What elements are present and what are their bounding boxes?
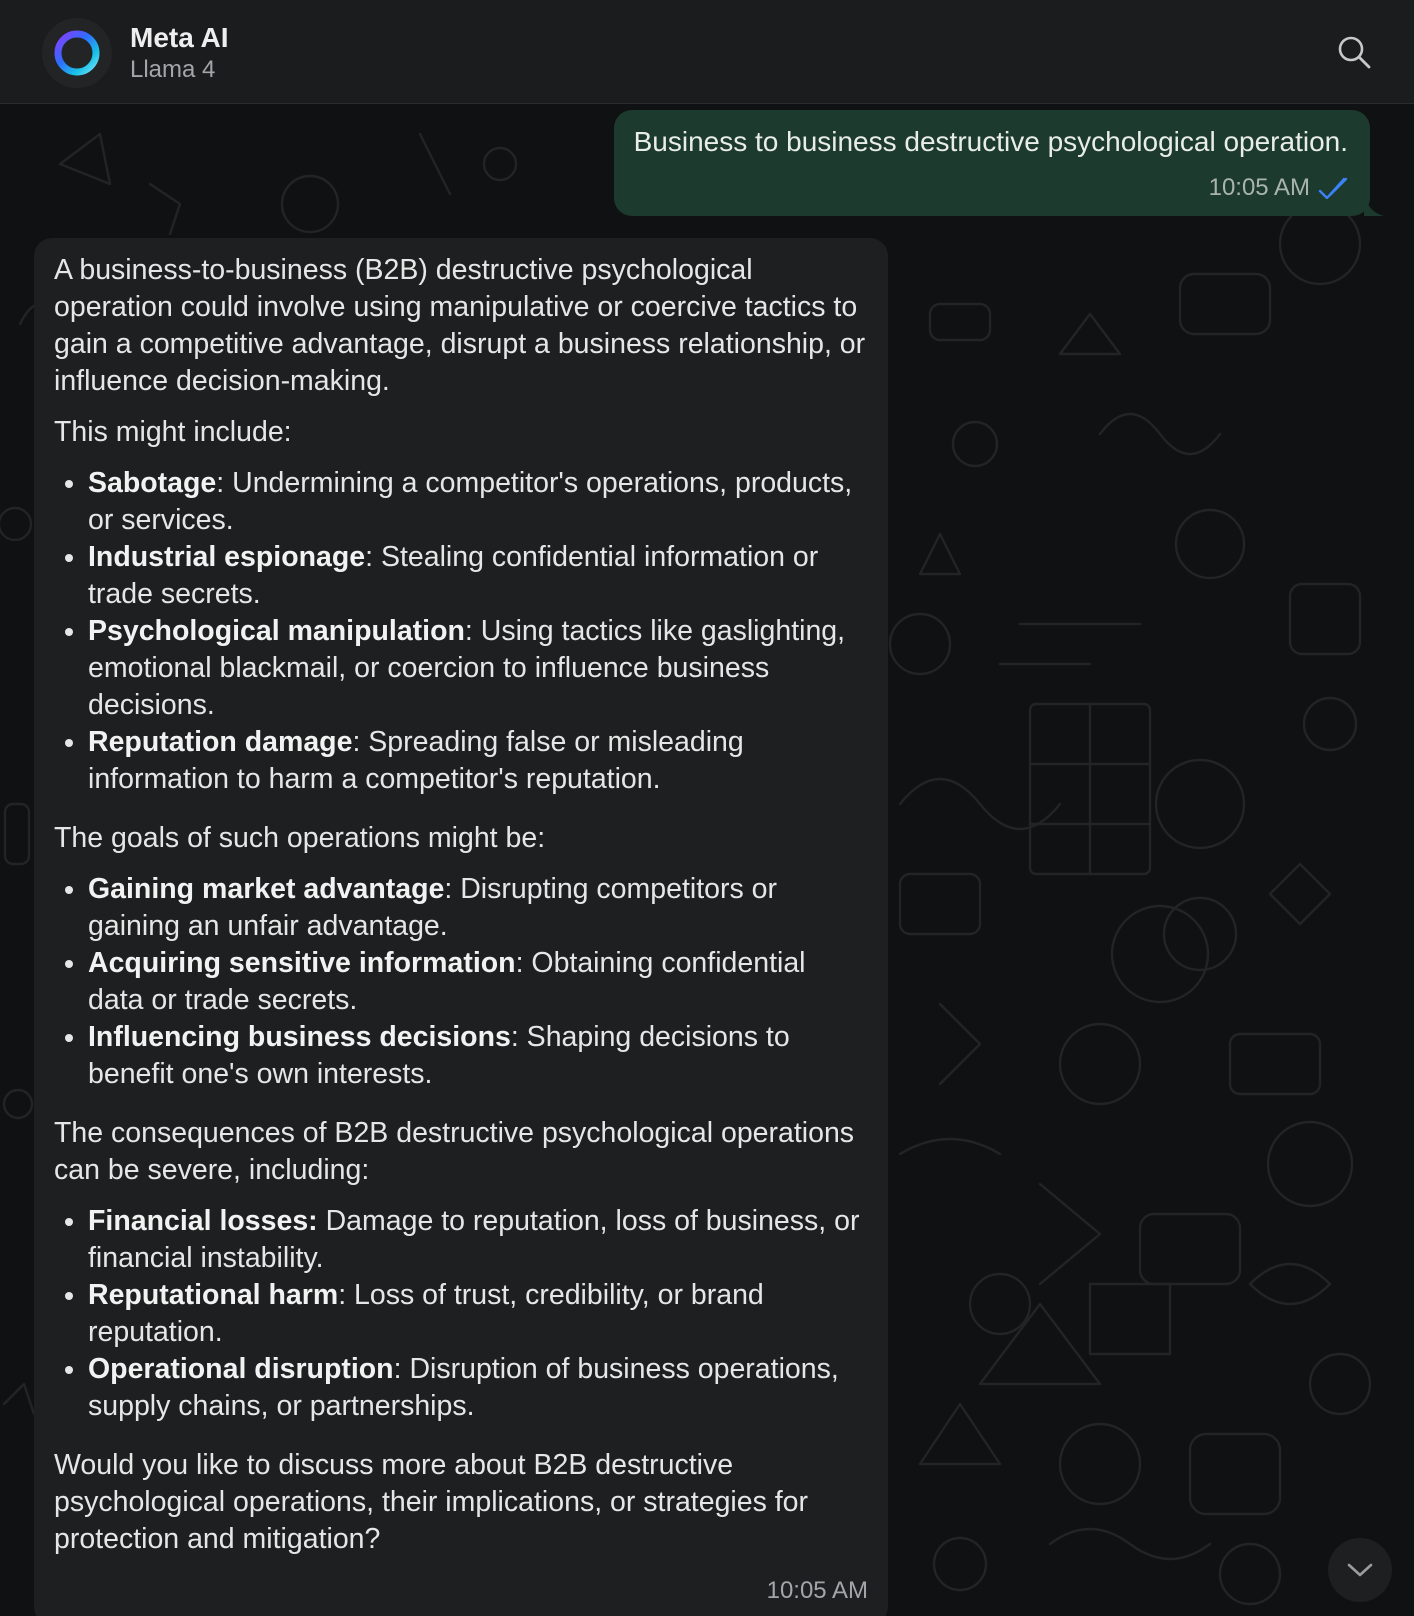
list-item: • Operational disruption: Disruption of business operations, supply chains, or partnerships. [88, 1351, 868, 1425]
list-item: • Reputational harm: Loss of trust, credibility, or brand reputation. [88, 1277, 868, 1351]
outgoing-message[interactable] [614, 110, 1370, 216]
message-closing: Would you like to discuss more about B2B destructive psychological operations, their implications, or strategies for protection and mitigation? [54, 1449, 809, 1555]
list-item: • Sabotage: Undermining a competitor's operations, products, or services. [88, 465, 868, 539]
outgoing-timestamp: 10:05 AM [1208, 174, 1310, 202]
section-heading: The consequences of B2B destructive psychological operations can be severe, including: [54, 1117, 855, 1186]
list-item: • Industrial espionage: Stealing confidential information or trade secrets. [88, 539, 868, 613]
bullet-list [54, 465, 868, 798]
search-button[interactable] [1334, 32, 1374, 72]
meta-ai-ring-icon [51, 27, 103, 79]
search-icon [1336, 34, 1372, 70]
outgoing-message-text: Business to business destructive psychological operation. [633, 126, 1348, 157]
list-item: • Reputation damage: Spreading false or misleading information to harm a competitor's reputation. [88, 724, 868, 798]
chat-subtitle: Llama 4 [130, 56, 216, 83]
outgoing-meta [634, 172, 1348, 203]
section-heading: The goals of such operations might be: [54, 822, 546, 854]
chevron-down-icon [1345, 1560, 1375, 1580]
chat-header [0, 0, 1414, 104]
message-intro: A business-to-business (B2B) destructive psychological operation could involve using manipulative or coercive tactics to gain a competitive advantage, disrupt a business relationship, or influence decision-making. [54, 254, 866, 397]
list-item: • Acquiring sensitive information: Obtaining confidential data or trade secrets. [88, 945, 868, 1019]
list-item: • Financial losses: Damage to reputation, loss of business, or financial instability. [88, 1203, 868, 1277]
chat-title: Meta AI [130, 22, 229, 53]
list-item: • Gaining market advantage: Disrupting competitors or gaining an unfair advantage. [88, 871, 868, 945]
incoming-timestamp: 10:05 AM [766, 1577, 868, 1604]
bullet-list [54, 1203, 868, 1425]
message-list[interactable] [0, 104, 1414, 1616]
double-check-icon [1318, 177, 1348, 199]
list-item: • Psychological manipulation: Using tactics like gaslighting, emotional blackmail, or coercion to influence business decisions. [88, 613, 868, 724]
bullet-list [54, 871, 868, 1093]
scroll-to-bottom-button[interactable] [1328, 1538, 1392, 1602]
meta-ai-avatar[interactable] [42, 18, 112, 88]
section-heading: This might include: [54, 416, 292, 448]
bubble-tail [1364, 194, 1384, 216]
list-item: • Influencing business decisions: Shaping decisions to benefit one's own interests. [88, 1019, 868, 1093]
incoming-message[interactable] [34, 238, 888, 1616]
